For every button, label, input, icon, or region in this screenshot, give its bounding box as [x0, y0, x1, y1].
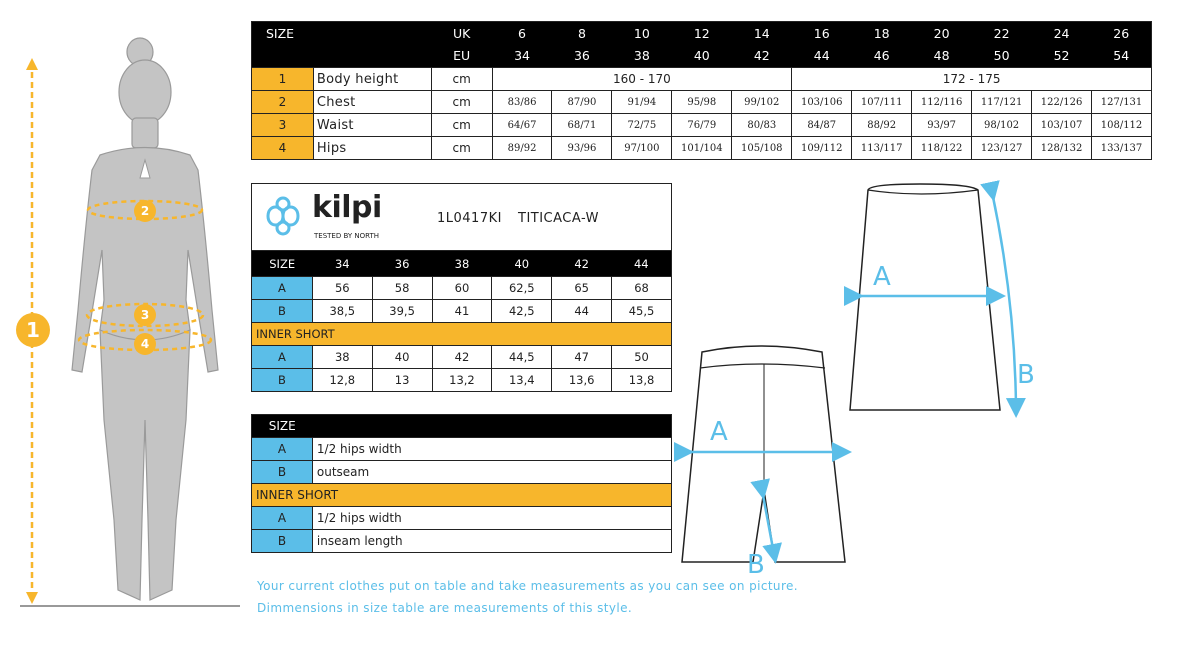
table-row — [252, 68, 1152, 91]
measurement-legend-table — [251, 414, 672, 553]
cell: 38,5 — [312, 300, 372, 323]
row-label: B — [252, 300, 313, 323]
table-row — [252, 277, 672, 300]
legend-text: inseam length — [312, 530, 671, 553]
cell: 68/71 — [552, 114, 612, 137]
row-label: B — [252, 369, 313, 392]
cell: 50 — [612, 346, 672, 369]
uk-size: 8 — [552, 22, 612, 45]
marker-3: 3 — [134, 304, 156, 326]
size: 34 — [312, 251, 372, 277]
cell: 112/116 — [912, 91, 972, 114]
eu-size: 36 — [552, 45, 612, 68]
cell: 95/98 — [672, 91, 732, 114]
height-range: 160 - 170 — [492, 68, 792, 91]
row-label: Waist — [313, 114, 431, 137]
size: 44 — [612, 251, 672, 277]
skirt-label-a: A — [873, 262, 891, 292]
cell: 109/112 — [792, 137, 852, 160]
row-number: 2 — [252, 91, 314, 114]
uk-size: 18 — [852, 22, 912, 45]
cell: 93/96 — [552, 137, 612, 160]
cell: 76/79 — [672, 114, 732, 137]
cell: 12,8 — [312, 369, 372, 392]
eu-size: 54 — [1092, 45, 1152, 68]
cell: 83/86 — [492, 91, 552, 114]
cell: 99/102 — [732, 91, 792, 114]
inner-short-row — [252, 484, 672, 507]
cell: 58 — [372, 277, 432, 300]
table-row — [252, 114, 1152, 137]
size: 40 — [492, 251, 552, 277]
cell: 128/132 — [1032, 137, 1092, 160]
cell: 117/121 — [972, 91, 1032, 114]
cell: 62,5 — [492, 277, 552, 300]
table-row — [252, 346, 672, 369]
cell: 47 — [552, 346, 612, 369]
cell: 108/112 — [1092, 114, 1152, 137]
table-row — [252, 438, 672, 461]
eu-size: 40 — [672, 45, 732, 68]
marker-1: 1 — [16, 313, 50, 347]
cell: 118/122 — [912, 137, 972, 160]
cell: 133/137 — [1092, 137, 1152, 160]
eu-size: 38 — [612, 45, 672, 68]
row-number: 1 — [252, 68, 314, 91]
shorts-label-a: A — [710, 417, 728, 447]
cell: 39,5 — [372, 300, 432, 323]
eu-size: 34 — [492, 45, 552, 68]
cell: 89/92 — [492, 137, 552, 160]
uk-size: 10 — [612, 22, 672, 45]
brand-tagline: TESTED BY NORTH — [314, 232, 380, 240]
eu-size: 50 — [972, 45, 1032, 68]
cell: 38 — [312, 346, 372, 369]
cell: 123/127 — [972, 137, 1032, 160]
kilpi-knot-icon — [260, 196, 306, 236]
row-label: A — [252, 346, 313, 369]
cell: 40 — [372, 346, 432, 369]
cell: 13,6 — [552, 369, 612, 392]
cell: 68 — [612, 277, 672, 300]
body-size-table — [251, 21, 1152, 160]
size: 36 — [372, 251, 432, 277]
eu-size-row — [252, 45, 1152, 68]
product-code: 1L0417KI — [437, 211, 502, 226]
cell: 56 — [312, 277, 372, 300]
brand-logo-text: kilpi — [312, 190, 382, 225]
legend-text: 1/2 hips width — [312, 438, 671, 461]
instruction-note-1: Your current clothes put on table and take measurements as you can see on picture. — [257, 579, 799, 593]
row-number: 4 — [252, 137, 314, 160]
legend-header-row — [252, 415, 672, 438]
uk-size: 22 — [972, 22, 1032, 45]
cell: 44 — [552, 300, 612, 323]
table-row — [252, 137, 1152, 160]
cell: 113/117 — [852, 137, 912, 160]
uk-size-row — [252, 22, 1152, 45]
size-header: SIZE — [252, 415, 313, 438]
shorts-label-b: B — [747, 550, 765, 580]
cell: 60 — [432, 277, 492, 300]
inner-short-header: INNER SHORT — [252, 323, 672, 346]
cell: 107/111 — [852, 91, 912, 114]
cell: 93/97 — [912, 114, 972, 137]
uk-label: UK — [431, 22, 492, 45]
cell: 101/104 — [672, 137, 732, 160]
uk-size: 16 — [792, 22, 852, 45]
cell: 13,2 — [432, 369, 492, 392]
row-number: 3 — [252, 114, 314, 137]
cell: 105/108 — [732, 137, 792, 160]
cell: 42 — [432, 346, 492, 369]
cell: 13,8 — [612, 369, 672, 392]
inner-short-header: INNER SHORT — [252, 484, 672, 507]
legend-text: 1/2 hips width — [312, 507, 671, 530]
brand-header — [251, 183, 672, 250]
eu-size: 44 — [792, 45, 852, 68]
product-name: TITICACA-W — [518, 211, 599, 226]
uk-size: 26 — [1092, 22, 1152, 45]
shorts-diagram — [670, 340, 860, 580]
cell: 84/87 — [792, 114, 852, 137]
size: 42 — [552, 251, 612, 277]
cell: 45,5 — [612, 300, 672, 323]
row-label: B — [252, 530, 313, 553]
cell: 41 — [432, 300, 492, 323]
uk-size: 20 — [912, 22, 972, 45]
size: 38 — [432, 251, 492, 277]
row-label: A — [252, 507, 313, 530]
table-row — [252, 300, 672, 323]
cell: 91/94 — [612, 91, 672, 114]
cell: 65 — [552, 277, 612, 300]
legend-text: outseam — [312, 461, 671, 484]
row-label: Body height — [313, 68, 431, 91]
eu-size: 42 — [732, 45, 792, 68]
size-header: SIZE — [252, 22, 432, 45]
cell: 64/67 — [492, 114, 552, 137]
eu-size: 52 — [1032, 45, 1092, 68]
skirt-label-b: B — [1017, 360, 1035, 390]
cell: 122/126 — [1032, 91, 1092, 114]
eu-size: 46 — [852, 45, 912, 68]
row-unit: cm — [431, 114, 492, 137]
marker-2: 2 — [134, 200, 156, 222]
eu-label: EU — [431, 45, 492, 68]
cell: 127/131 — [1092, 91, 1152, 114]
cell: 88/92 — [852, 114, 912, 137]
cell: 72/75 — [612, 114, 672, 137]
cell: 87/90 — [552, 91, 612, 114]
row-label: B — [252, 461, 313, 484]
size-header: SIZE — [252, 251, 313, 277]
row-unit: cm — [431, 137, 492, 160]
table-row — [252, 369, 672, 392]
row-label: Chest — [313, 91, 431, 114]
cell: 42,5 — [492, 300, 552, 323]
cell: 103/106 — [792, 91, 852, 114]
row-label: A — [252, 277, 313, 300]
cell: 103/107 — [1032, 114, 1092, 137]
cell: 13 — [372, 369, 432, 392]
row-label: Hips — [313, 137, 431, 160]
skirt-diagram — [840, 180, 1040, 420]
cell: 80/83 — [732, 114, 792, 137]
cell: 44,5 — [492, 346, 552, 369]
eu-size: 48 — [912, 45, 972, 68]
row-label: A — [252, 438, 313, 461]
uk-size: 24 — [1032, 22, 1092, 45]
row-unit: cm — [431, 68, 492, 91]
cell: 98/102 — [972, 114, 1032, 137]
table-row — [252, 530, 672, 553]
height-range: 172 - 175 — [792, 68, 1152, 91]
instruction-note-2: Dimmensions in size table are measurements of this style. — [257, 601, 633, 615]
uk-size: 6 — [492, 22, 552, 45]
table-row — [252, 461, 672, 484]
marker-4: 4 — [134, 333, 156, 355]
cell: 97/100 — [612, 137, 672, 160]
row-unit: cm — [431, 91, 492, 114]
uk-size: 14 — [732, 22, 792, 45]
cell: 13,4 — [492, 369, 552, 392]
size-header-row — [252, 251, 672, 277]
table-row — [252, 507, 672, 530]
product-size-table — [251, 250, 672, 392]
inner-short-row — [252, 323, 672, 346]
uk-size: 12 — [672, 22, 732, 45]
table-row — [252, 91, 1152, 114]
